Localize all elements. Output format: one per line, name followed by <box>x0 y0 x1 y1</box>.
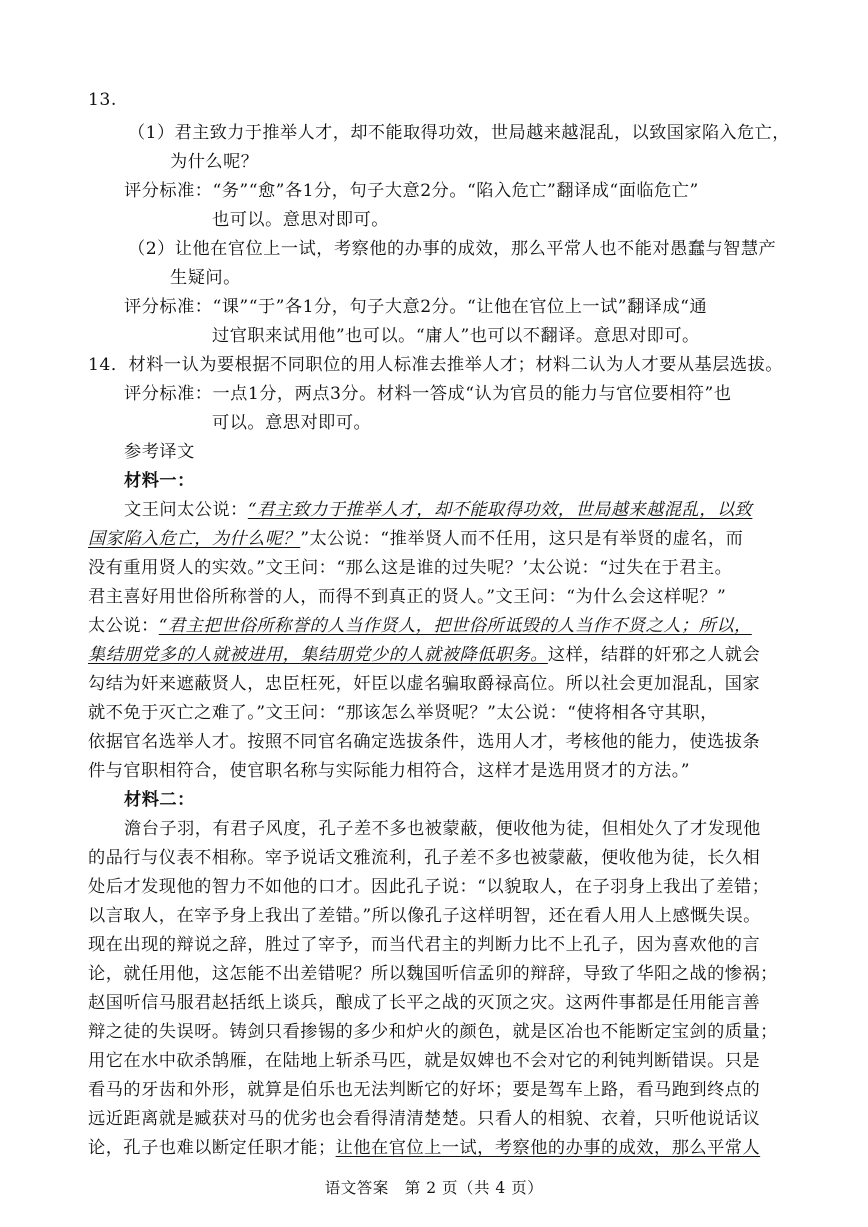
material-2-line: 处后才发现他的智力不如他的口才。因此孔子说：“以貌取人，在子羽身上我出了差错； <box>88 877 770 897</box>
material-2-line: 澹台子羽，有君子风度，孔子差不多也被蒙蔽，便收他为徒，但相处久了才发现他 <box>124 819 761 839</box>
answer-line: （2）让他在官位上一试，考察他的办事的成效，那么平常人也不能对愚蠢与智慧产 <box>128 239 777 259</box>
answer-line: 为什么呢？ <box>170 152 259 172</box>
page-footer: 语文答案 第 2 页（共 4 页） <box>324 1179 544 1197</box>
scoring-line: 可以。意思对即可。 <box>212 413 372 433</box>
material-2-line: 的品行与仪表不相称。宰予说话文雅流利，孔子差不多也被蒙蔽，便收他为徒，长久相 <box>88 848 761 868</box>
question-number: 13. <box>88 90 117 110</box>
material-2-line: 论，就任用他，这怎能不出差错呢？所以魏国听信孟卯的辩辞，导致了华阳之战的惨祸； <box>88 964 778 984</box>
material-1-line: 勾结为奸来遮蔽贤人，忠臣枉死，奸臣以虚名骗取爵禄高位。所以社会更加混乱，国家 <box>88 674 761 694</box>
scoring-line: 评分标准：一点1分，两点3分。材料一答成“认为官员的能力与官位要相符”也 <box>124 384 732 404</box>
material-2-line: 看马的牙齿和外形，就算是伯乐也无法判断它的好坏；要是驾车上路，看马跑到终点的 <box>88 1080 761 1100</box>
scoring-line: 也可以。意思对即可。 <box>212 210 389 230</box>
material-2-line: 辩之徒的失误呀。铸剑只看掺锡的多少和炉火的颜色，就是区冶也不能断定宝剑的质量； <box>88 1022 778 1042</box>
scoring-line: 过官职来试用他”也可以。“庸人”也可以不翻译。意思对即可。 <box>212 326 700 346</box>
material-1-line: 集结朋党多的人就被进用，集结朋党少的人就被降低职务。这样，结群的奸邪之人就会 <box>88 645 761 665</box>
material-1-line: 没有重用贤人的实效。”文王问：“那么这是谁的过失呢？’太公说：“过失在于君主。 <box>88 558 733 578</box>
scoring-line: 评分标准：“课”“于”各1分，句子大意2分。“让他在官位上一试”翻译成“通 <box>124 297 708 317</box>
material-2-line: 论，孔子也难以断定任职才能；让他在官位上一试，考察他的办事的成效，那么平常人 <box>88 1138 761 1158</box>
material-2-line: 现在出现的辩说之辞，胜过了宰予，而当代君主的判断力比不上孔子，因为喜欢他的言 <box>88 935 761 955</box>
material-1-line: 文王问太公说：“君主致力于推举人才，却不能取得功效，世局越来越混乱，以致 <box>124 500 753 520</box>
material-1-line: 就不免于灭亡之难了。”文王问：“那该怎么举贤呢？”太公说：“使将相各守其职， <box>88 703 718 723</box>
material-1-line: 君主喜好用世俗所称誉的人，而得不到真正的贤人。”文王问：“为什么会这样呢？” <box>88 587 727 607</box>
answer-line: （1）君主致力于推举人才，却不能取得功效，世局越来越混乱，以致国家陷入危亡， <box>128 123 790 143</box>
answer-line: 生疑问。 <box>170 268 241 288</box>
translation-title: 参考译文 <box>124 442 195 462</box>
material-1-line: 太公说：“君主把世俗所称誉的人当作贤人，把世俗所诋毁的人当作不贤之人；所以， <box>88 616 752 636</box>
material-1-line: 国家陷入危亡，为什么呢？”太公说：“推举贤人而不任用，这只是有举贤的虚名，而 <box>88 529 744 549</box>
material-1-line: 件与官职相符合，使官职名称与实际能力相符合，这样才是选用贤才的方法。” <box>88 761 691 781</box>
scoring-line: 评分标准：“务”“愈”各1分，句子大意2分。“陷入危亡”翻译成“面临危亡” <box>124 181 699 201</box>
material-2-heading: 材料二： <box>124 790 195 810</box>
material-1-line: 依据官名选举人才。按照不同官名确定选拔条件，选用人才，考核他的能力，使选拔条 <box>88 732 761 752</box>
material-2-line: 赵国听信马服君赵括纸上谈兵，酿成了长平之战的灭顶之灾。这两件事都是任用能言善 <box>88 993 761 1013</box>
answer-line: 14．材料一认为要根据不同职位的用人标准去推举人才；材料二认为人才要从基层选拔。 <box>88 355 783 375</box>
material-2-line: 以言取人，在宰予身上我出了差错。”所以像孔子这样明智，还在看人用人上感慨失误。 <box>88 906 761 926</box>
material-2-line: 用它在水中砍杀鹄雁，在陆地上斩杀马匹，就是奴婢也不会对它的利钝判断错误。只是 <box>88 1051 761 1071</box>
material-2-line: 远近距离就是臧获对马的优劣也会看得清清楚楚。只看人的相貌、衣着，只听他说话议 <box>88 1109 761 1129</box>
material-1-heading: 材料一： <box>124 471 195 491</box>
